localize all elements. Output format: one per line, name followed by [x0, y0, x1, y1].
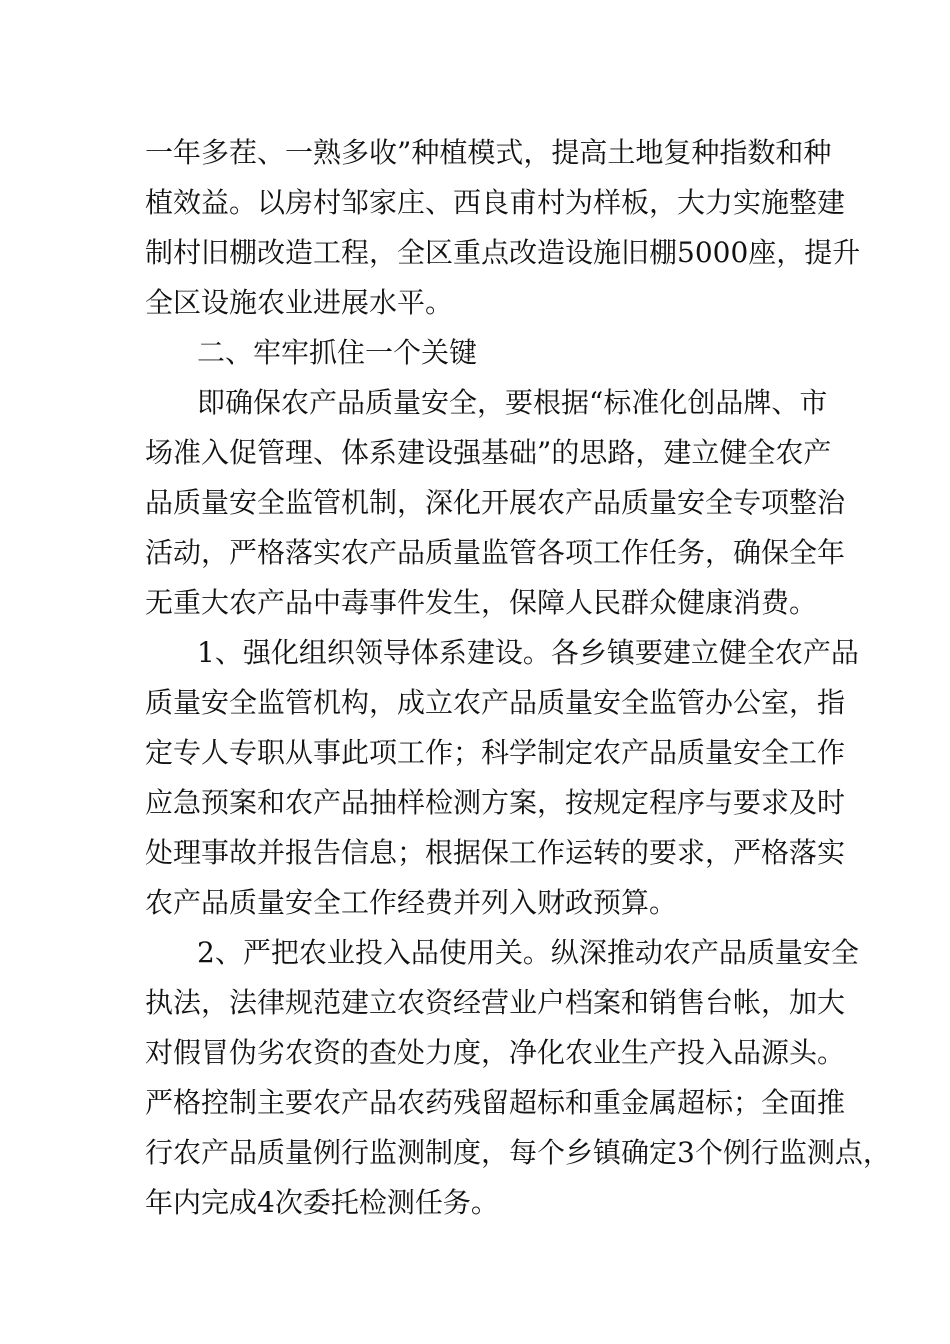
- text-line: 农产品质量安全工作经费并列入财政预算。: [145, 886, 678, 919]
- section-heading: 二、牢牢抓住一个关键: [197, 336, 478, 369]
- text-line: 一年多茬、一熟多收”种植模式，提高土地复种指数和种: [145, 136, 832, 169]
- text-line: 无重大农产品中毒事件发生，保障人民群众健康消费。: [145, 586, 818, 619]
- text-line: 植效益。以房村邹家庄、西良甫村为样板，大力实施整建: [145, 186, 846, 219]
- text-line: 1、强化组织领导体系建设。各乡镇要建立健全农产品: [197, 636, 859, 669]
- text-line: 品质量安全监管机制，深化开展农产品质量安全专项整治: [145, 486, 846, 519]
- text-line: 对假冒伪劣农资的查处力度，净化农业生产投入品源头。: [145, 1036, 846, 1069]
- text-line: 严格控制主要农产品农药残留超标和重金属超标；全面推: [145, 1086, 846, 1119]
- text-line: 场准入促管理、体系建设强基础”的思路，建立健全农产: [145, 436, 832, 469]
- text-line: 2、严把农业投入品使用关。纵深推动农产品质量安全: [197, 936, 859, 969]
- text-line: 年内完成4次委托检测任务。: [145, 1186, 499, 1219]
- text-line: 质量安全监管机构，成立农产品质量安全监管办公室，指: [145, 686, 846, 719]
- text-line: 制村旧棚改造工程，全区重点改造设施旧棚5000座，提升: [145, 236, 861, 269]
- text-line: 处理事故并报告信息；根据保工作运转的要求，严格落实: [145, 836, 846, 869]
- text-line: 即确保农产品质量安全，要根据“标准化创品牌、市: [197, 386, 828, 419]
- text-line: 执法，法律规范建立农资经营业户档案和销售台帐，加大: [145, 986, 846, 1019]
- text-line: 行农产品质量例行监测制度，每个乡镇确定3个例行监测点，: [145, 1136, 891, 1169]
- text-line: 活动，严格落实农产品质量监管各项工作任务，确保全年: [145, 536, 846, 569]
- text-line: 全区设施农业进展水平。: [145, 286, 454, 319]
- text-line: 应急预案和农产品抽样检测方案，按规定程序与要求及时: [145, 786, 846, 819]
- text-line: 定专人专职从事此项工作；科学制定农产品质量安全工作: [145, 736, 846, 769]
